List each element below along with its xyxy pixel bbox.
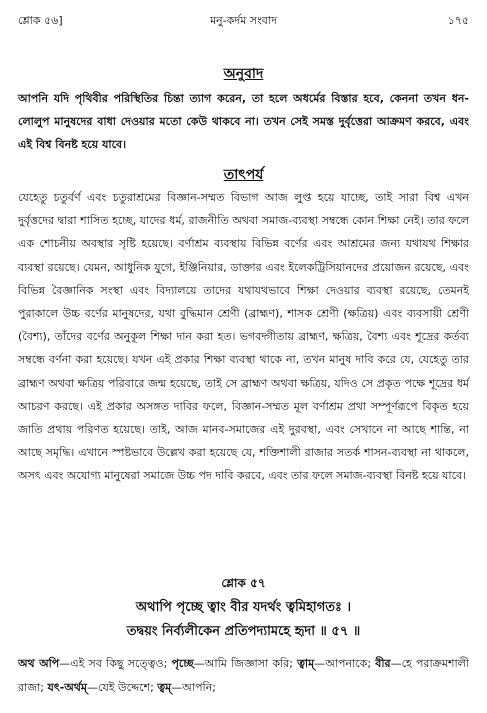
translation-heading: অনুবাদ bbox=[223, 66, 264, 82]
synonym-word: পৃচ্ছে bbox=[171, 657, 194, 670]
synonym-meaning: হে পরাক্রমশালী রাজা; bbox=[18, 657, 470, 694]
verse-reference: শ্লোক ৫৬] bbox=[18, 14, 63, 27]
page-number: ১৭৫ bbox=[447, 14, 469, 27]
synonym-word: অথ অপি bbox=[18, 657, 60, 670]
synonym-word: যৎ-অর্থম্ bbox=[47, 681, 88, 694]
chapter-title: মনু-কর্দম সংবাদ bbox=[210, 14, 277, 27]
synonyms: অথ অপি—এই সব কিছু সত্ত্বেও; পৃচ্ছে—আমি জিজ্ঞাসা করি; ত্বাম্—আপনাকে; বীর—হে পরাক্রমশালী রাজা; যৎ-অর্থম্—যেই উদ্দেশে; ত্বম্—আপনি; bbox=[18, 657, 470, 694]
synonym-word: ত্বাম্ bbox=[297, 657, 315, 670]
verse-line-1: অথাপি পৃচ্ছে ত্বাং বীর যদর্থং ত্বমিহাগতঃ । bbox=[135, 600, 352, 615]
synonym-word: ত্বম্ bbox=[157, 681, 172, 694]
synonym-meaning: আপনাকে; bbox=[325, 657, 372, 670]
synonym-meaning: আপনি; bbox=[182, 681, 216, 694]
synonym-meaning: যেই উদ্দেশে; bbox=[98, 681, 154, 694]
synonym-word: বীর bbox=[375, 657, 391, 670]
verse-line-2: তদ্বয়ং নির্ব্যলীকেন প্রতিপদ্যামহে হৃদা ॥ ৫৭ ॥ bbox=[126, 624, 361, 639]
synonym-meaning: আমি জিজ্ঞাসা করি; bbox=[204, 657, 293, 670]
purport-heading: তাৎপর্য bbox=[223, 167, 264, 183]
verse-title: শ্লোক ৫৭ bbox=[221, 576, 266, 590]
page-header bbox=[18, 12, 469, 30]
translation-text: আপনি যদি পৃথিবীর পরিস্থিতির চিন্তা ত্যাগ করেন, তা হলে অধর্মের বিস্তার হবে, কেননা তখন ধন-লোলুপ মানুষদের বাধা দেওয়ার মতো কেউ থাকবে না। তখন সেই সমস্ত দুর্বৃত্তেরা আক্রমণ করবে, এবং এই বিশ্ব বিনষ্ট হয়ে যাবে। bbox=[18, 92, 469, 152]
purport-text: যেহেতু চতুর্বর্ণ এবং চতুরাশ্রমের বিজ্ঞান-সম্মত বিভাগ আজ লুপ্ত হয়ে যাচ্ছে, তাই সারা বিশ্ব এখন দুর্বৃত্তদের দ্বারা শাসিত হচ্ছে, যাদের ধর্ম, রাজনীতি অথবা সমাজ-ব্যবস্থা সম্বন্ধে কোন শিক্ষা নেই। তার ফলে এক শোচনীয় অবস্থার সৃষ্টি হয়েছে। বর্ণাশ্রম ব্যবস্থায় বিভিন্ন বর্ণের এবং আশ্রমের জন্য যথাযথ শিক্ষার ব্যবস্থা রয়েছে। যেমন, আধুনিক যুগে, ইঞ্জিনিয়ার, ডাক্তার এবং ইলেকট্রিসিয়ানদের প্রয়োজন রয়েছে, এবং বিভিন্ন বৈজ্ঞানিক সংস্থা এবং বিদ্যালয়ে তাদের যথাযথভাবে শিক্ষা দেওয়ার ব্যবস্থা রয়েছে, তেমনই পুরাকালে উচ্চ বর্ণের মানুষদের, যথা বুদ্ধিমান শ্রেণী (ব্রাহ্মণ), শাসক শ্রেণী (ক্ষত্রিয়) এবং ব্যবসায়ী শ্রেণী (বৈশ্য), তাঁদের বর্ণের অনুকূল শিক্ষা দান করা হত। ভগবদ্গীতায় ব্রাহ্মণ, ক্ষত্রিয়, বৈশ্য এবং শূদ্রের কর্তব্য সম্বন্ধে বর্ণনা করা হয়েছে। যখন এই প্রকার শিক্ষা ব্যবস্থা থাকে না, তখন মানুষ দাবি করে যে, যেহেতু তার ব্রাহ্মণ অথবা ক্ষত্রিয় পরিবারে জন্ম হয়েছে, তাই সে ব্রাহ্মণ অথবা ক্ষত্রিয়, যদিও সে প্রকৃত পক্ষে শূদ্রের ধর্ম আচরণ করছে। এই প্রকার অসঙ্গত দাবির ফলে, বিজ্ঞান-সম্মত মূল বর্ণাশ্রম প্রথা সম্পূর্ণরূপে বিকৃত হয়ে জাতি প্রথায় পরিণত হয়েছে। তাই, আজ মানব-সমাজের এই দুরবস্থা, এবং সেখানে না আছে শান্তি, না আছে সমৃদ্ধি। এখানে স্পষ্টভাবে উল্লেখ করা হয়েছে যে, শক্তিশালী রাজার সতর্ক শাসন-ব্যবস্থা না থাকলে, অসৎ এবং অযোগ্য মানুষেরা সমাজে উচ্চ পদ দাবি করবে, এবং তার ফলে সমাজ-ব্যবস্থা বিনষ্ট হয়ে যাবে। bbox=[18, 191, 469, 483]
synonym-meaning: এই সব কিছু সত্ত্বেও; bbox=[70, 657, 168, 670]
